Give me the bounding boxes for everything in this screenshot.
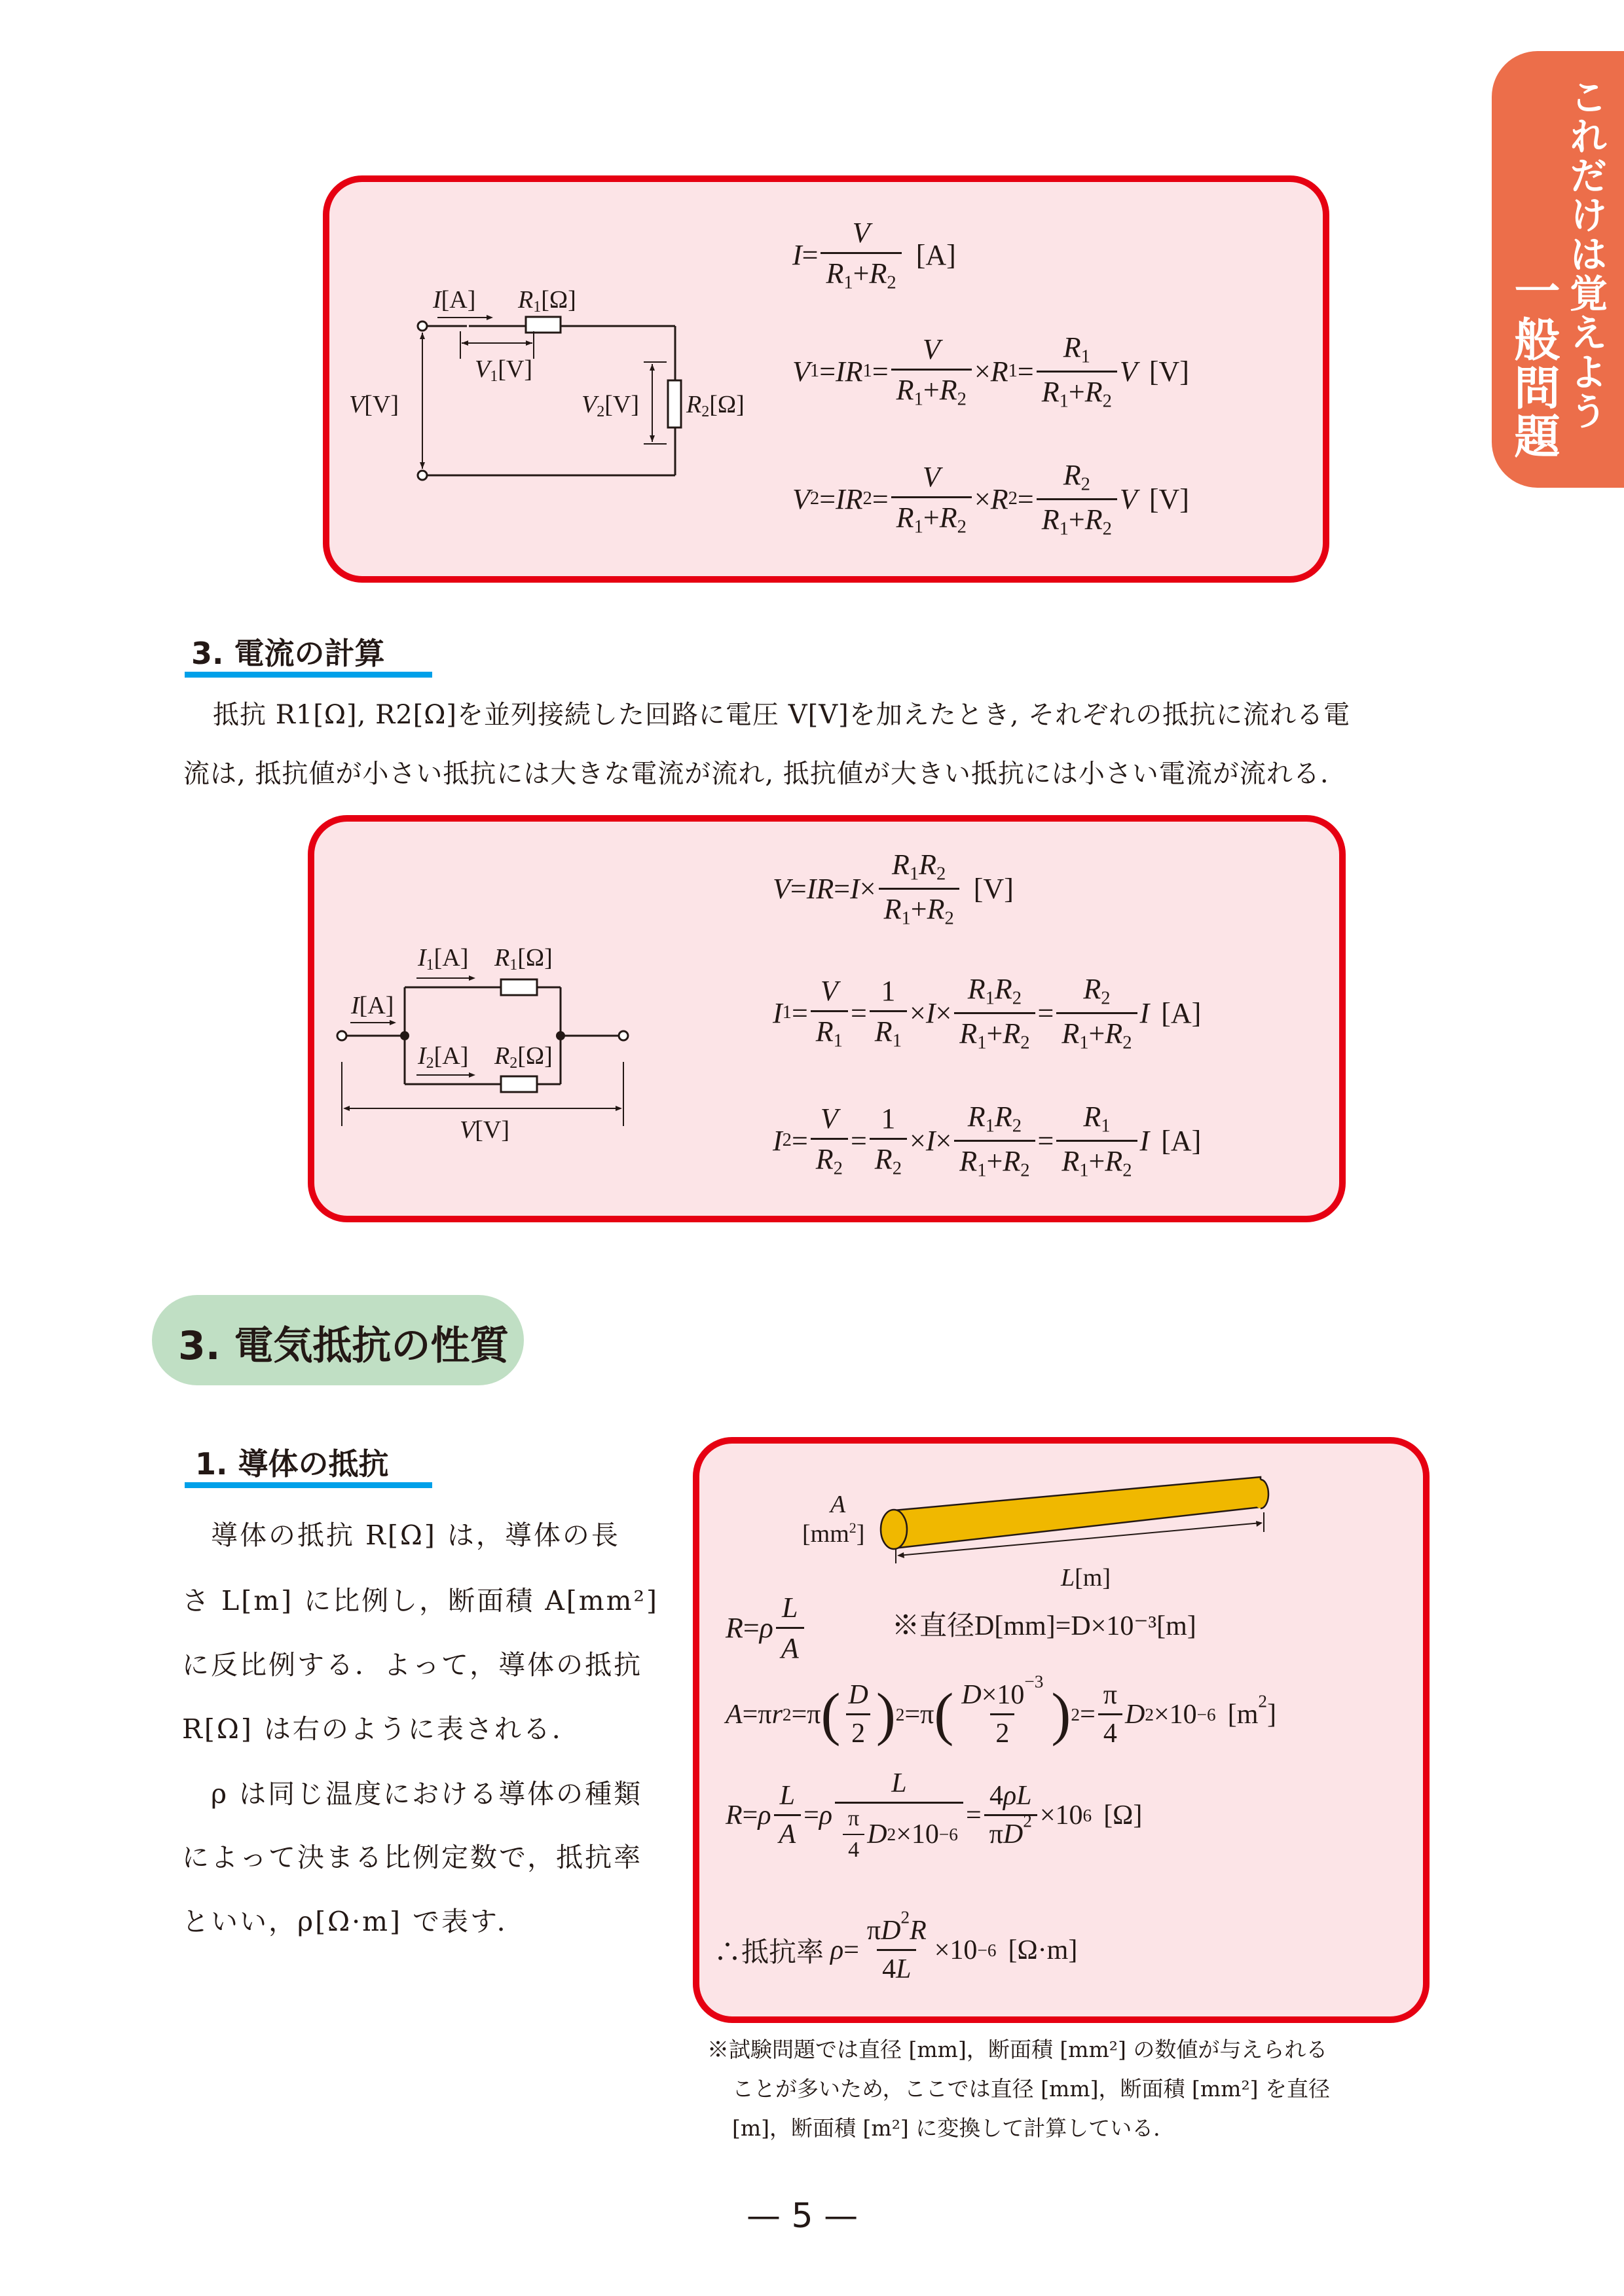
- label-area-var: A: [830, 1491, 846, 1518]
- chapter-title: 3. 電気抵抗の性質: [178, 1323, 509, 1369]
- footnote-line-3: [m]，断面積 [m²] に変換して計算している．: [732, 2115, 1175, 2141]
- label-v1: V1[V]: [475, 355, 532, 385]
- eq-series-current: I = $\frac{V}{R_1+R_2}$ [A]: [792, 217, 956, 293]
- label-v2: V2[V]: [581, 391, 639, 420]
- para-line: R[Ω] は右のように表される．: [182, 1713, 581, 1745]
- eq-parallel-v: V = IR = I × $\frac{R_1R_2}{R_1+R_2}$ [V]: [773, 848, 1014, 929]
- eq-resistance-basic: R = ρ $\frac{L}{A}$: [726, 1591, 807, 1665]
- para-line: に反比例する．よって，導体の抵抗: [182, 1649, 643, 1681]
- eq-series-v1: V 1 = IR 1 = $\frac{V}{R_1+R_2}$ × R 1 = $\frac{R_1}{R_1+R_2}$ V [V]: [792, 331, 1189, 412]
- label-current: I[A]: [433, 286, 476, 314]
- para-line: ρ は同じ温度における導体の種類: [182, 1778, 643, 1810]
- label-r2-parallel: R2[Ω]: [494, 1042, 553, 1072]
- heading-underline: [185, 672, 432, 678]
- heading-underline-2: [185, 1482, 432, 1488]
- label-i2: I2[A]: [418, 1042, 469, 1072]
- eq-resistance-derived: R = ρ $\frac{L}{A}$ = ρ L $\frac{\pi}{4}$ D 2 ×10 −6 = $\frac{4\rho L}{\pi D^2}$ ×10 6 [Ω]: [726, 1768, 1143, 1862]
- side-tab-title: 一般問題: [1507, 267, 1560, 461]
- section-heading-conductor: 1. 導体の抵抗: [195, 1446, 389, 1482]
- eq-area: A =π r 2 =π ( $\frac{D}{2}$ ) 2 =π ( $\frac{D\times 10^{-3}}{2}$ ) 2 = $\frac{\pi}{4}$ D 2 ×10 −6 $[m^2]$: [726, 1671, 1277, 1749]
- series-circuit-diagram: [323, 175, 781, 583]
- para-line: によって決まる比例定数で，抵抗率: [182, 1842, 643, 1873]
- label-i: I[A]: [351, 992, 394, 1019]
- current-body-line-1: 抵抗 R1[Ω], R2[Ω]を並列接続した回路に電圧 V[V]を加えたとき, それぞれの抵抗に流れる電: [213, 700, 1351, 730]
- footnote-line-1: ※試験問題では直径 [mm]，断面積 [mm²] の数値が与えられる: [707, 2037, 1328, 2062]
- label-v-parallel: V[V]: [460, 1116, 509, 1144]
- parallel-circuit-diagram: [308, 917, 753, 1152]
- section-heading-current-calc: 3. 電流の計算: [191, 636, 385, 671]
- eq-parallel-i1: I 1 = $\frac{V}{R_1}$ = $\frac{1}{R_1}$ × I × $\frac{R_1R_2}{R_1+R_2}$ = $\frac{R_2}{R_1+R_2}$ I [A]: [773, 973, 1202, 1053]
- label-r1-parallel: R1[Ω]: [494, 944, 553, 974]
- conductor-cylinder-diagram: [753, 1460, 1277, 1591]
- eq-series-v2: V 2 = IR 2 = $\frac{V}{R_1+R_2}$ × R 2 = $\frac{R_2}{R_1+R_2}$ V [V]: [792, 459, 1189, 539]
- label-length: L[m]: [1061, 1564, 1111, 1591]
- side-tab: [1492, 51, 1624, 488]
- diameter-note: ※直径D[mm]=D×10⁻³[m]: [892, 1611, 1196, 1641]
- label-i1: I1[A]: [418, 944, 469, 974]
- para-line: 導体の抵抗 R[Ω] は，導体の長: [182, 1520, 620, 1551]
- footnote-line-2: ことが多いため，ここでは直径 [mm]，断面積 [mm²] を直径: [732, 2076, 1331, 2102]
- label-area-unit: $[mm^2]$: [802, 1520, 865, 1548]
- label-r1: R1[Ω]: [518, 286, 576, 316]
- para-line: といい，ρ[Ω·m] で表す．: [182, 1906, 526, 1937]
- eq-resistivity: ∴抵抗率 ρ = $\frac{\pi D^2R}{4L}$ ×10 −6 [Ω·m]: [714, 1907, 1078, 1984]
- label-v: V[V]: [349, 391, 399, 418]
- page-number: — 5 —: [747, 2196, 858, 2236]
- label-r2: R2[Ω]: [686, 391, 745, 420]
- eq-parallel-i2: I 2 = $\frac{V}{R_2}$ = $\frac{1}{R_2}$ × I × $\frac{R_1R_2}{R_1+R_2}$ = $\frac{R_1}{R_1+R_2}$ I [A]: [773, 1101, 1202, 1181]
- side-tab-subtitle: これだけは覚えよう: [1563, 77, 1608, 431]
- para-line: さ L[m] に比例し，断面積 A[mm²]: [182, 1585, 659, 1616]
- current-body-line-2: 流は, 抵抗値が小さい抵抗には大きな電流が流れ, 抵抗値が大きい抵抗には小さい電流が流れる.: [183, 759, 1329, 789]
